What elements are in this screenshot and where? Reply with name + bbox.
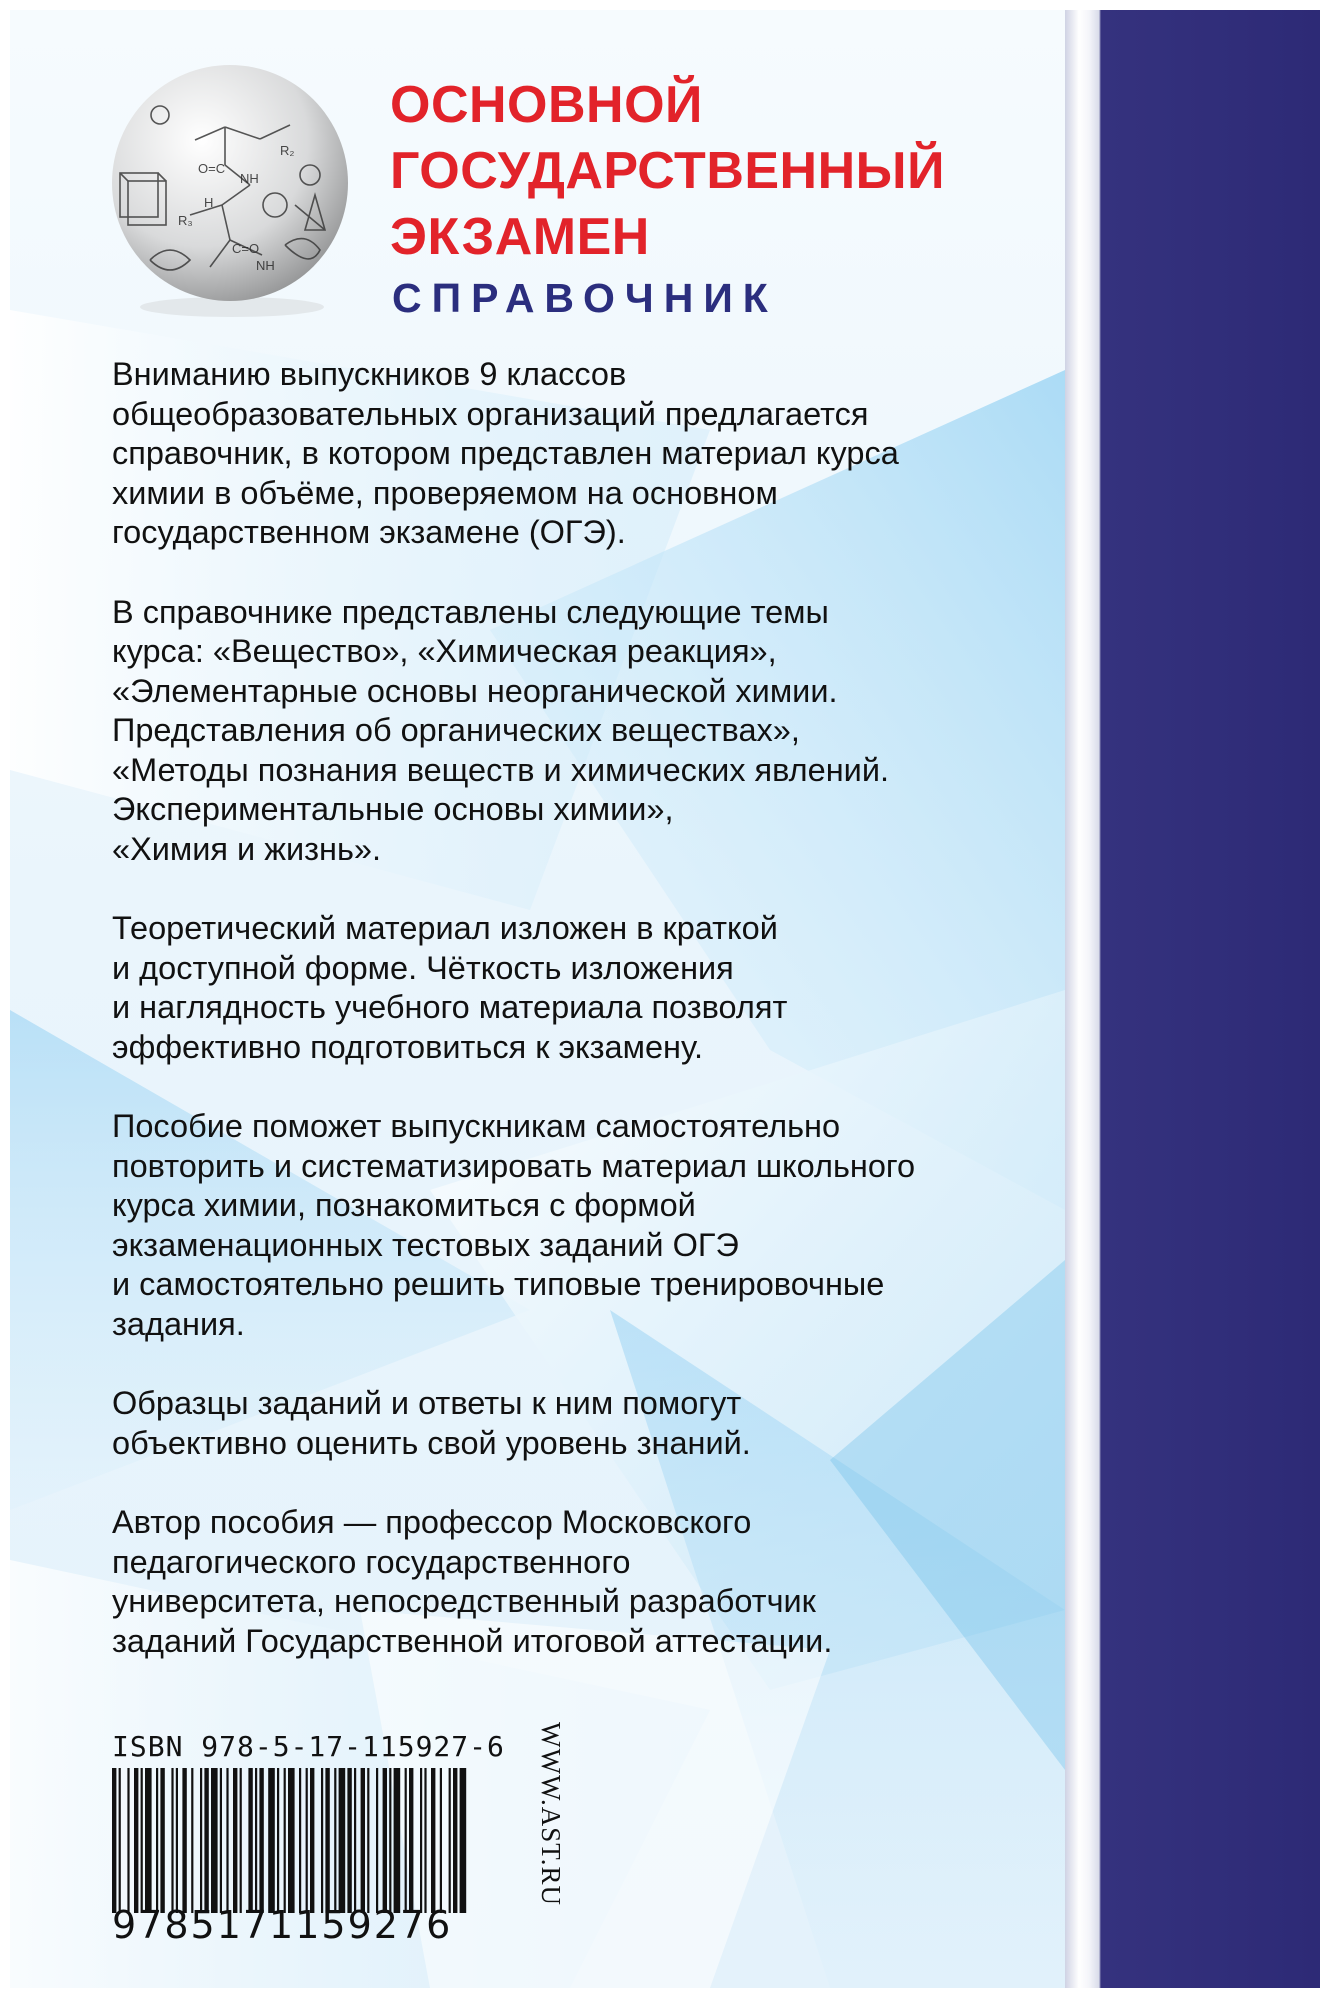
text-line: Представления об органических веществах», bbox=[112, 712, 800, 748]
paragraph bbox=[112, 1107, 972, 1344]
text-line: экзаменационных тестовых заданий ОГЭ bbox=[112, 1226, 739, 1263]
text-line: повторить и систематизировать материал школьного bbox=[112, 1147, 916, 1184]
text-line: университета, непосредственный разработчик bbox=[112, 1583, 816, 1619]
barcode-stripe bbox=[156, 1768, 158, 1913]
barcode-stripe bbox=[226, 1768, 228, 1913]
text-line: справочник, в котором представлен материал курса bbox=[112, 435, 899, 471]
barcode-stripe bbox=[394, 1768, 401, 1913]
text-line: курса: «Вещество», «Химическая реакция», bbox=[112, 633, 777, 669]
paragraph bbox=[112, 1503, 972, 1661]
text-line: Экспериментальные основы химии», bbox=[112, 791, 674, 827]
barcode-stripe bbox=[255, 1768, 257, 1913]
text-line: «Методы познания веществ и химических явлений. bbox=[112, 751, 890, 788]
svg-text:NH: NH bbox=[256, 258, 275, 273]
svg-text:H: H bbox=[204, 195, 214, 210]
svg-text:NH: NH bbox=[240, 171, 259, 186]
svg-text:C=O: C=O bbox=[232, 241, 260, 256]
barcode-number: 9785171159276 bbox=[112, 1903, 453, 1947]
text-line: педагогического государственного bbox=[112, 1543, 631, 1580]
barcode-stripe bbox=[334, 1768, 336, 1913]
barcode-stripe bbox=[204, 1768, 208, 1913]
text-line: Автор пособия — профессор Московского bbox=[112, 1504, 752, 1540]
barcode-stripe bbox=[361, 1768, 365, 1913]
isbn-label: ISBN 978-5-17-115927-6 bbox=[112, 1730, 505, 1763]
text-line: объективно оценить свой уровень знаний. bbox=[112, 1424, 751, 1461]
cover-subtitle: СПРАВОЧНИК bbox=[392, 275, 778, 321]
barcode-stripe bbox=[134, 1768, 138, 1913]
description bbox=[112, 355, 972, 1661]
barcode-stripe bbox=[420, 1768, 422, 1913]
barcode-stripe bbox=[176, 1768, 178, 1913]
website-url: WWW.AST.RU bbox=[536, 1722, 566, 1906]
text-line: Вниманию выпускников 9 классов bbox=[112, 356, 627, 392]
barcode-stripe bbox=[240, 1768, 242, 1913]
title-line: ЭКЗАМЕН bbox=[390, 208, 650, 266]
paragraph bbox=[112, 355, 972, 553]
barcode-stripe bbox=[145, 1768, 152, 1913]
svg-text:R₃: R₃ bbox=[178, 213, 193, 228]
barcode-stripe bbox=[112, 1768, 116, 1913]
text-line: курса химии, познакомиться с формой bbox=[112, 1187, 696, 1223]
text-line: В справочнике представлены следующие темы bbox=[112, 593, 829, 630]
barcode-stripe bbox=[259, 1768, 263, 1913]
text-line: Теоретический материал изложен в краткой bbox=[112, 910, 778, 946]
barcode-stripe bbox=[248, 1768, 252, 1913]
text-line: и доступной форме. Чёткость изложения bbox=[112, 949, 734, 986]
text-line: государственном экзамене (ОГЭ). bbox=[112, 514, 626, 550]
barcode-stripe bbox=[354, 1768, 356, 1913]
text-line: и самостоятельно решить типовые тренировочные bbox=[112, 1266, 885, 1302]
barcode-stripe bbox=[268, 1768, 275, 1913]
barcode-stripe bbox=[284, 1768, 286, 1913]
barcode-stripe bbox=[440, 1768, 442, 1913]
text-line: и наглядность учебного материала позволят bbox=[112, 989, 788, 1025]
text-line: задания. bbox=[112, 1305, 245, 1342]
barcode-stripe bbox=[182, 1768, 186, 1913]
barcode-stripe bbox=[409, 1768, 413, 1913]
barcode-stripe bbox=[141, 1768, 143, 1913]
text-line: Образцы заданий и ответы к ним помогут bbox=[112, 1385, 742, 1421]
barcode-stripe bbox=[233, 1768, 237, 1913]
barcode-stripe bbox=[191, 1768, 193, 1913]
barcode-stripe bbox=[339, 1768, 346, 1913]
barcode-stripe bbox=[200, 1768, 202, 1913]
text-line: заданий Государственной итоговой аттестации. bbox=[112, 1622, 833, 1659]
barcode-stripe bbox=[277, 1768, 279, 1913]
spine-band bbox=[1065, 10, 1320, 1988]
barcode-stripe bbox=[449, 1768, 451, 1913]
barcode-stripe bbox=[405, 1768, 407, 1913]
text-line: «Химия и жизнь». bbox=[112, 830, 381, 867]
barcode-icon bbox=[108, 1768, 468, 1913]
barcode-stripe bbox=[453, 1768, 457, 1913]
cover-title bbox=[390, 72, 1010, 270]
barcode-stripe bbox=[127, 1768, 129, 1913]
barcode-stripe bbox=[220, 1768, 222, 1913]
barcode-stripe bbox=[389, 1768, 391, 1913]
paragraph bbox=[112, 1384, 972, 1463]
barcode-stripe bbox=[310, 1768, 314, 1913]
barcode-stripe bbox=[160, 1768, 164, 1913]
paragraph bbox=[112, 593, 972, 870]
title-line: ОСНОВНОЙ bbox=[390, 76, 703, 134]
barcode-stripe bbox=[383, 1768, 387, 1913]
barcode-stripe bbox=[288, 1768, 295, 1913]
text-line: эффективно подготовиться к экзамену. bbox=[112, 1028, 703, 1065]
barcode-stripe bbox=[431, 1768, 435, 1913]
barcode-stripe bbox=[367, 1768, 369, 1913]
text-line: «Элементарные основы неорганической химии. bbox=[112, 672, 838, 709]
barcode-stripe bbox=[376, 1768, 378, 1913]
chemistry-globe-icon bbox=[100, 55, 360, 325]
barcode-stripe bbox=[211, 1768, 218, 1913]
svg-text:O=C: O=C bbox=[198, 161, 226, 176]
barcode-stripe bbox=[460, 1768, 467, 1913]
text-line: химии в объёме, проверяемом на основном bbox=[112, 474, 778, 511]
text-line: Пособие поможет выпускникам самостоятельно bbox=[112, 1108, 841, 1144]
title-line: ГОСУДАРСТВЕННЫЙ bbox=[390, 142, 945, 200]
barcode-stripe bbox=[299, 1768, 301, 1913]
paragraph bbox=[112, 909, 972, 1067]
barcode-stripe bbox=[321, 1768, 323, 1913]
barcode-stripe bbox=[347, 1768, 351, 1913]
barcode-stripe bbox=[171, 1768, 173, 1913]
barcode-stripe bbox=[119, 1768, 121, 1913]
barcode-stripe bbox=[424, 1768, 426, 1913]
text-line: общеобразовательных организаций предлагается bbox=[112, 395, 869, 432]
barcode-stripe bbox=[325, 1768, 329, 1913]
svg-text:R₂: R₂ bbox=[280, 143, 295, 158]
barcode-stripe bbox=[306, 1768, 308, 1913]
